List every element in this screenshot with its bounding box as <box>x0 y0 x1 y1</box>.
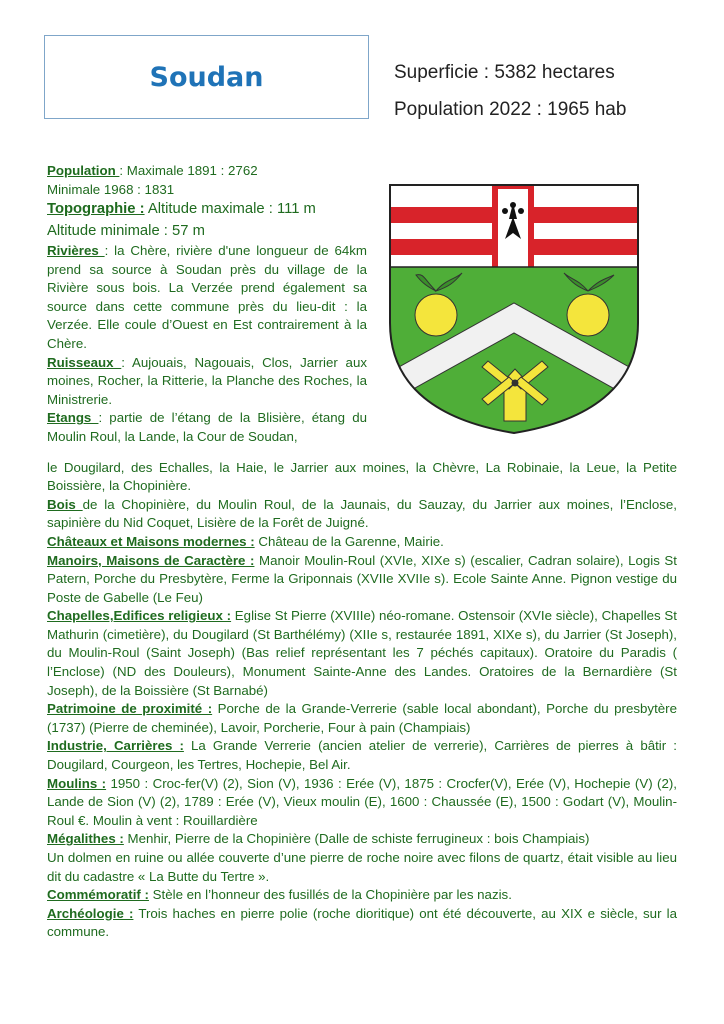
topographie-label: Topographie : <box>47 201 145 218</box>
industrie-text: La Grande Verrerie (ancien atelier de verrerie), Carrières de pierres à bâtir : Dougilard, Courgeon, les Tertres, Hochepie, Bel Air. <box>47 738 677 773</box>
moulins-section <box>47 775 677 831</box>
chateaux-text: Château de la Garenne, Mairie. <box>254 533 444 549</box>
moulins-label: Moulins : <box>47 775 107 791</box>
chapelles-label: Chapelles,Edifices religieux : <box>47 608 232 624</box>
rivieres-label: Rivières <box>47 243 105 258</box>
population-label: Population <box>47 163 120 178</box>
megalithes-label: Mégalithes : <box>47 831 124 847</box>
population-text: : Maximale 1891 : 2762 <box>119 163 258 178</box>
etangs-label: Etangs <box>47 410 99 426</box>
industrie-label: Industrie, Carrières : <box>47 738 184 754</box>
ruisseaux-text: : Aujouais, Nagouais, Clos, Jarrier aux moines, Rocher, la Ritterie, la Planche des Roches, la Ministrerie. <box>47 354 367 407</box>
archeologie-label: Archéologie : <box>47 905 134 921</box>
patrimoine-section <box>47 700 677 737</box>
chapelles-section <box>47 607 677 700</box>
chateaux-label: Châteaux et Maisons modernes : <box>47 533 255 549</box>
superficie-stat: Superficie : 5382 hectares <box>394 62 615 83</box>
manoirs-section <box>47 552 677 608</box>
patrimoine-label: Patrimoine de proximité : <box>47 701 213 717</box>
title-box <box>44 35 369 119</box>
archeologie-section <box>47 905 677 942</box>
population-extra: Minimale 1968 : 1831 <box>47 181 175 197</box>
manoirs-text: Manoir Moulin-Roul (XVIe, XIXe s) (escalier, Cadran solaire), Logis St Patern, Porche du Presbytère, Ferme la Griponnais (XVIIe XVIIe s). Ecole Sainte Anne. Pignon vestige du Poste de Gabelle (Le Feu) <box>47 552 677 605</box>
commemoratif-section <box>47 886 677 905</box>
industrie-section <box>47 737 677 774</box>
population-section <box>47 162 367 199</box>
ruisseaux-section <box>47 354 367 410</box>
bois-label: Bois <box>47 496 83 512</box>
bois-section <box>47 496 677 533</box>
page-title: Soudan <box>149 61 264 93</box>
topographie-text: Altitude maximale : 111 m <box>144 201 316 218</box>
rivieres-section <box>47 242 367 354</box>
etangs-continued: le Dougilard, des Echalles, la Haie, le Jarrier aux moines, la Chèvre, La Robinaie, la Leue, la Petite Boissière, la Chopinière. <box>47 459 677 494</box>
patrimoine-text: Porche de la Grande-Verrerie (sable local abondant), Porche du presbytère (1737) (Pierre de cheminée), Lavoir, Porcherie, Four à pain (Champiais) <box>47 701 677 735</box>
megalithes-section <box>47 830 677 849</box>
topographie-section <box>47 199 367 242</box>
chateaux-section <box>47 533 677 552</box>
population-stat: Population 2022 : 1965 hab <box>394 99 627 120</box>
body-text <box>47 162 677 942</box>
archeologie-text: Trois haches en pierre polie (roche dioritique) ont été découverte, au XIX e siècle, sur la commune. <box>47 905 677 940</box>
manoirs-label: Manoirs, Maisons de Caractère : <box>47 552 255 568</box>
chapelles-text: Eglise St Pierre (XVIIIe) néo-romane. Ostensoir (XVIe siècle), Chapelles St Mathurin (cimetière), du Dougilard (St Barthélémy) (XIIe s, restaurée 1891, XIXe s), du Jarrier (St Joseph), du Moulin-Roul (Saint Joseph) (Bas relief représentant les 7 péchés capitaux). Oratoire du Paradis ( l’Enclose) (ND des Douleurs), Monument Sainte-Anne des Landes. Oratoires de la Bernardière (St Joseph), de la Boissière (St Barnabé) <box>47 608 677 698</box>
megalithes-text: Menhir, Pierre de la Chopinière (Dalle de schiste ferrugineux : bois Champiais) <box>123 831 590 847</box>
etangs-text: : partie de l’étang de la Blisière, étang du Moulin Roul, la Lande, la Cour de Soudan, <box>47 410 367 444</box>
topographie-extra: Altitude minimale : 57 m <box>47 222 205 239</box>
moulins-text: 1950 : Croc-fer(V) (2), Sion (V), 1936 : Erée (V), 1875 : Crocfer(V), Erée (V), Hochepie (V) (2), Lande de Sion (V) (2), 1789 : Erée (V), Vieux moulin (E), 1600 : Chaussée (E), 1500 : Godart (V), Moulin-Roul €. Moulin à vent : Rouillardière <box>47 775 677 828</box>
rivieres-text: : la Chère, rivière d'une longueur de 64km prend sa source à Soudan près du village de la Rivière sous bois. La Verzée prend également sa source dans cette commune près du lieu-dit : la Verzée. Elle coule d’Ouest en Est contrairement à la Chère. <box>47 243 367 351</box>
ruisseaux-label: Ruisseaux <box>47 354 122 370</box>
megalithes-extra: Un dolmen en ruine ou allée couverte d’une pierre de roche noire avec filons de quartz, était visible au lieu dit du cadastre « La Butte du Tertre ». <box>47 850 677 884</box>
commemoratif-label: Commémoratif : <box>47 887 149 903</box>
bois-text: de la Chopinière, du Moulin Roul, de la Jaunais, du Sauzay, du Jarrier aux moines, l’Enclose, sapinière du Nid Coquet, Lisière de la Forêt de Juigné. <box>47 496 677 531</box>
commemoratif-text: Stèle en l’honneur des fusillés de la Chopinière par les nazis. <box>148 887 512 903</box>
etangs-section <box>47 409 367 446</box>
